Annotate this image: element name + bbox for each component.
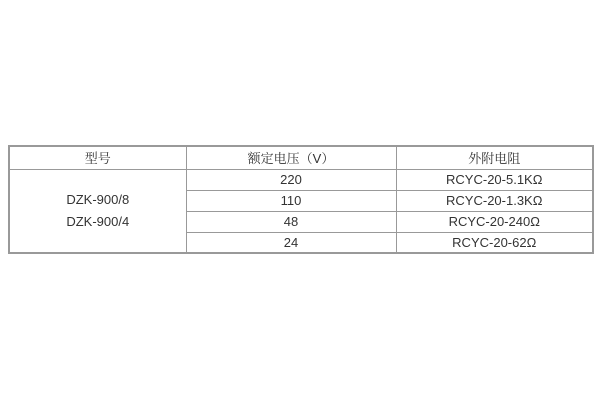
model-line: DZK-900/4 <box>66 213 130 229</box>
resistance-cell: RCYC-20-1.3KΩ <box>396 190 593 211</box>
voltage-cell: 110 <box>186 190 396 211</box>
model-line: DZK-900/8 <box>66 191 130 207</box>
column-header-voltage: 额定电压（V） <box>186 146 396 169</box>
resistance-cell: RCYC-20-240Ω <box>396 211 593 232</box>
header-row <box>9 146 593 169</box>
model-cell <box>9 169 186 253</box>
resistance-cell: RCYC-20-5.1KΩ <box>396 169 593 190</box>
column-header-model: 型号 <box>9 146 186 169</box>
column-header-resistance: 外附电阻 <box>396 146 593 169</box>
voltage-cell: 24 <box>186 232 396 253</box>
voltage-cell: 48 <box>186 211 396 232</box>
resistance-cell: RCYC-20-62Ω <box>396 232 593 253</box>
voltage-cell: 220 <box>186 169 396 190</box>
spec-table <box>8 145 594 254</box>
table-row <box>9 169 593 190</box>
